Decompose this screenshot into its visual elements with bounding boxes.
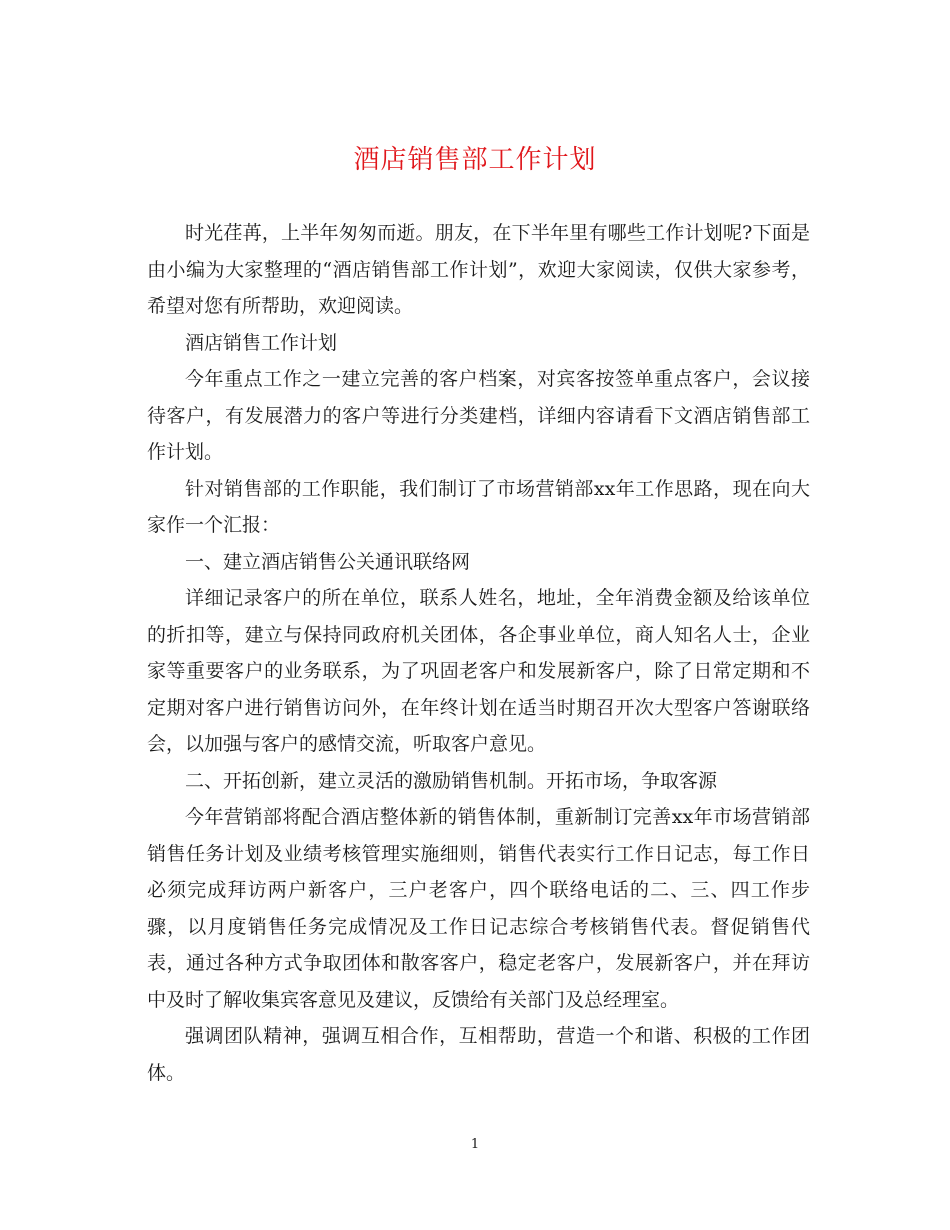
document-body xyxy=(147,215,810,1091)
section-heading-1: 一、建立酒店销售公关通讯联络网 xyxy=(185,550,471,573)
paragraph-report: 针对销售部的工作职能，我们制订了市场营销部xx年工作思路，现在向大家作一个汇报： xyxy=(147,477,810,536)
section-heading-2: 二、开拓创新，建立灵活的激励销售机制。开拓市场，争取客源 xyxy=(185,769,718,792)
page-title: 酒店销售部工作计划 xyxy=(353,145,597,175)
paragraph-key-work: 今年重点工作之一建立完善的客户档案，对宾客按签单重点客户，会议接待客户，有发展潜力的客户等进行分类建档，详细内容请看下文酒店销售部工作计划。 xyxy=(147,368,810,463)
page-number: 1 xyxy=(470,1137,480,1152)
paragraph-teamwork: 强调团队精神，强调互相合作，互相帮助，营造一个和谐、积极的工作团体。 xyxy=(147,1025,810,1084)
paragraph-subtitle: 酒店销售工作计划 xyxy=(185,331,338,354)
paragraph-section-1: 详细记录客户的所在单位，联系人姓名，地址，全年消费金额及给该单位的折扣等，建立与保持同政府机关团体，各企事业单位，商人知名人士，企业家等重要客户的业务联系，为了巩固老客户和发展新客户，除了日常定期和不定期对客户进行销售访问外，在年终计划在适当时期召开次大型客户答谢联络会，以加强与客户的感情交流，听取客户意见。 xyxy=(147,587,810,755)
paragraph-section-2: 今年营销部将配合酒店整体新的销售体制，重新制订完善xx年市场营销部销售任务计划及业绩考核管理实施细则，销售代表实行工作日记志，每工作日必须完成拜访两户新客户，三户老客户，四个联络电话的二、三、四工作步骤，以月度销售任务完成情况及工作日记志综合考核销售代表。督促销售代表，通过各种方式争取团体和散客客户，稳定老客户，发展新客户，并在拜访中及时了解收集宾客意见及建议，反馈给有关部门及总经理室。 xyxy=(147,806,810,1011)
paragraph-intro: 时光荏苒，上半年匆匆而逝。朋友，在下半年里有哪些工作计划呢?下面是由小编为大家整理的“酒店销售部工作计划”，欢迎大家阅读，仅供大家参考，希望对您有所帮助，欢迎阅读。 xyxy=(147,222,810,317)
